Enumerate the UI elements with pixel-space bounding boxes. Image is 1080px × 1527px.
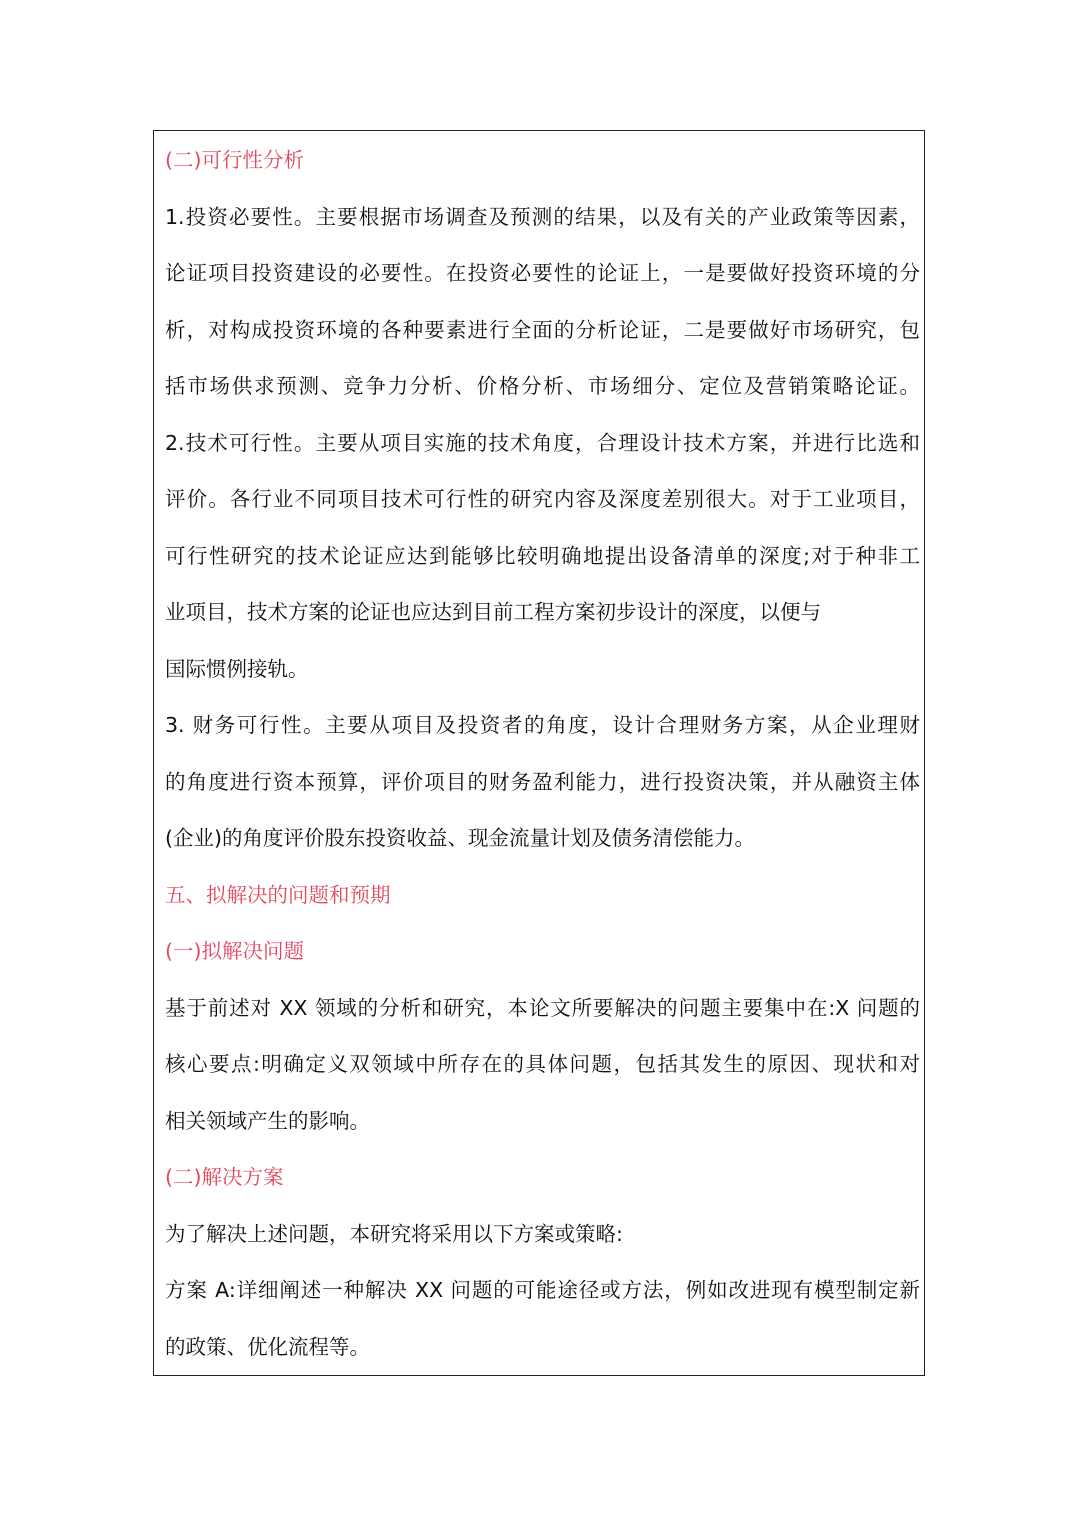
- paragraph-line: 国际惯例接轨。: [165, 657, 309, 681]
- paragraph-line: 方案 A:详细阐述一种解决 XX 问题的可能途径或方法，例如改进现有模型制定新: [165, 1278, 920, 1302]
- paragraph-line: 业项目，技术方案的论证也应达到目前工程方案初步设计的深度，以便与: [165, 600, 821, 624]
- paragraph-line: 基于前述对 XX 领域的分析和研究，本论文所要解决的问题主要集中在:X 问题的: [165, 996, 920, 1020]
- heading-problems-and-expectations: 五、拟解决的问题和预期: [165, 883, 391, 907]
- paragraph-line: (企业)的角度评价股东投资收益、现金流量计划及债务清偿能力。: [165, 826, 755, 850]
- paragraph-line: 论证项目投资建设的必要性。在投资必要性的论证上，一是要做好投资环境的分: [165, 261, 920, 285]
- paragraph-line: 为了解决上述问题，本研究将采用以下方案或策略:: [165, 1222, 623, 1246]
- paragraph-line: 的角度进行资本预算，评价项目的财务盈利能力，进行投资决策，并从融资主体: [165, 770, 920, 794]
- paragraph-line: 1.投资必要性。主要根据市场调查及预测的结果，以及有关的产业政策等因素，: [165, 205, 920, 229]
- paragraph-line: 括市场供求预测、竞争力分析、价格分析、市场细分、定位及营销策略论证。: [165, 374, 920, 398]
- paragraph-line: 核心要点:明确定义双领域中所存在的具体问题，包括其发生的原因、现状和对: [165, 1052, 920, 1076]
- paragraph-line: 析，对构成投资环境的各种要素进行全面的分析论证，二是要做好市场研究，包: [165, 318, 920, 342]
- paragraph-line: 2.技术可行性。主要从项目实施的技术角度，合理设计技术方案，并进行比选和: [165, 431, 920, 455]
- heading-solution: (二)解决方案: [165, 1165, 284, 1189]
- paragraph-line: 评价。各行业不同项目技术可行性的研究内容及深度差别很大。对于工业项目，: [165, 487, 920, 511]
- heading-feasibility-analysis: (二)可行性分析: [165, 148, 304, 172]
- paragraph-line: 3. 财务可行性。主要从项目及投资者的角度，设计合理财务方案，从企业理财: [165, 713, 920, 737]
- paragraph-line: 相关领域产生的影响。: [165, 1109, 370, 1133]
- heading-problems-to-solve: (一)拟解决问题: [165, 939, 304, 963]
- document-table-cell: [153, 130, 925, 1376]
- paragraph-line: 的政策、优化流程等。: [165, 1335, 370, 1359]
- paragraph-line: 可行性研究的技术论证应达到能够比较明确地提出设备清单的深度;对于种非工: [165, 544, 920, 568]
